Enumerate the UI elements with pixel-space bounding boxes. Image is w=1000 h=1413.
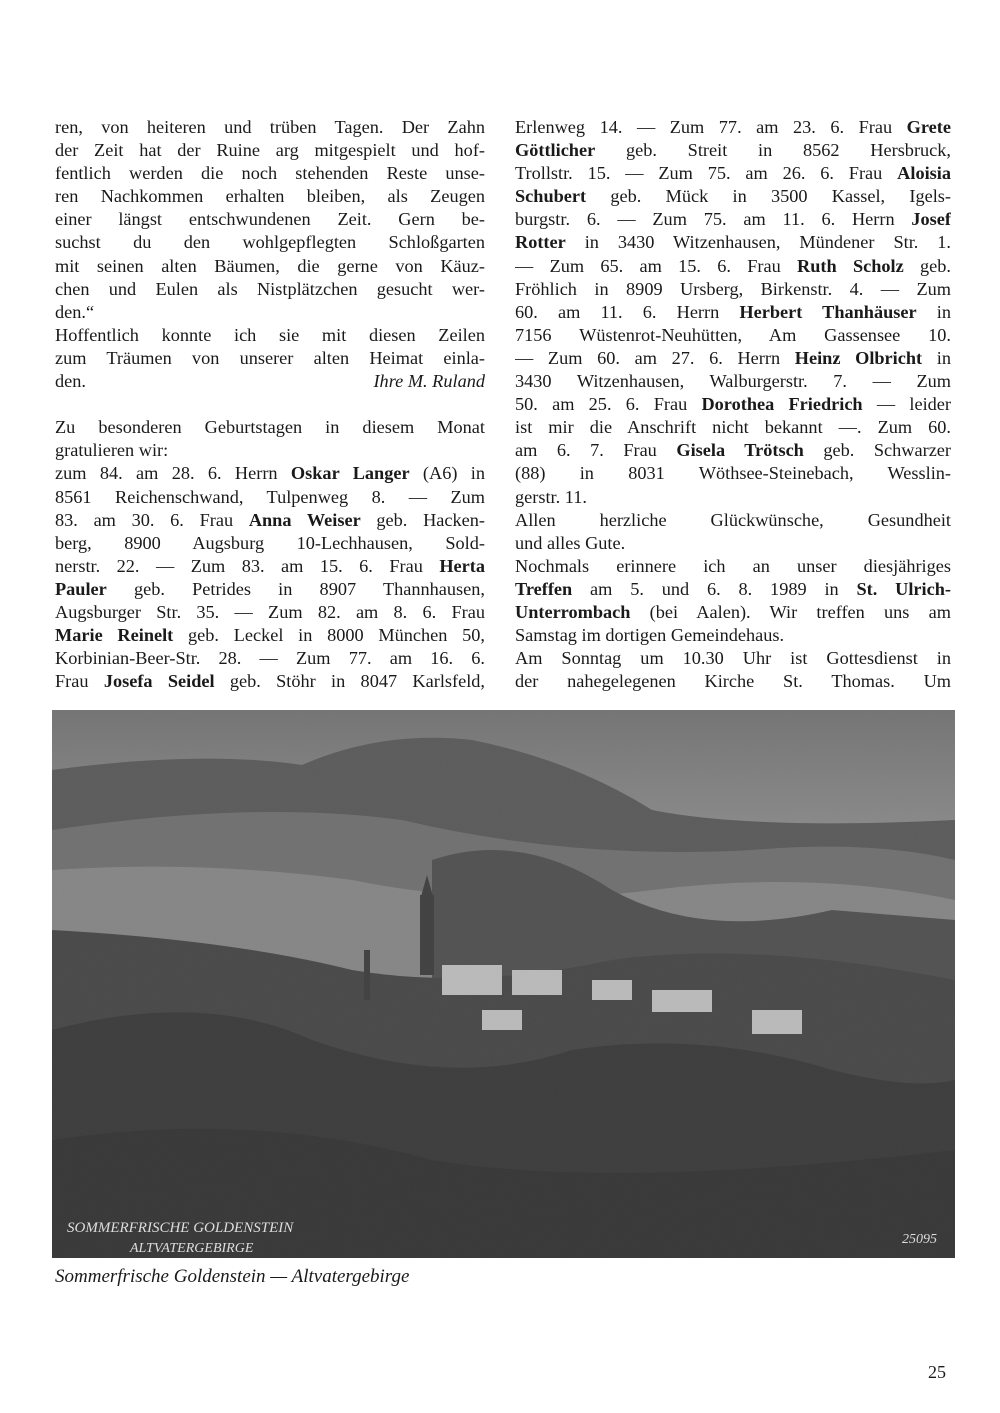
text-segment: Trollstr. 15. — Zum 75. am 26. 6. Frau: [515, 163, 898, 184]
text-line: [515, 347, 951, 370]
text-line: [55, 578, 485, 601]
text-line: [55, 509, 485, 532]
text-segment: fentlich werden die noch stehenden Reste unse-: [55, 163, 485, 184]
text-segment: zum 84. am 28. 6. Herrn: [55, 463, 291, 484]
text-segment: geb. Mück in 3500 Kassel, Igels-: [586, 186, 951, 207]
signature: Ihre M. Ruland: [373, 371, 485, 392]
bold-name: Aloisia: [897, 163, 951, 184]
text-line: [55, 278, 485, 301]
text-segment: — Zum 65. am 15. 6. Frau: [515, 255, 798, 276]
text-segment: zum Träumen von unserer alten Heimat einla-: [55, 347, 485, 368]
photo-overlay-title: SOMMERFRISCHE GOLDENSTEIN: [67, 1220, 294, 1236]
text-line: [515, 624, 951, 647]
text-line: [515, 393, 951, 416]
text-line: [55, 624, 485, 647]
text-line: [55, 301, 485, 324]
bold-name: St. Ulrich-: [856, 578, 951, 599]
text-line: [515, 670, 951, 693]
text-line: [55, 532, 485, 555]
text-segment: nerstr. 22. — Zum 83. am 15. 6. Frau: [55, 555, 440, 576]
text-line: [515, 231, 951, 254]
text-line: [515, 301, 951, 324]
text-line: [55, 462, 485, 485]
left-column: [55, 116, 485, 693]
text-line: [55, 208, 485, 231]
text-segment: Hoffentlich konnte ich sie mit diesen Zeilen: [55, 324, 485, 345]
text-segment: den.: [55, 371, 86, 392]
text-segment: in: [922, 347, 951, 368]
text-segment: in 3430 Witzenhausen, Mündener Str. 1.: [565, 232, 951, 253]
page-number: 25: [928, 1362, 946, 1382]
text-line: [515, 324, 951, 347]
text-line: [515, 185, 951, 208]
bold-name: Dorothea Friedrich: [701, 394, 863, 415]
landscape-photo: [52, 710, 955, 1258]
text-segment: burgstr. 6. — Zum 75. am 11. 6. Herrn: [515, 209, 912, 230]
text-line: [515, 208, 951, 231]
text-line: [515, 255, 951, 278]
text-segment: gratulieren wir:: [55, 440, 169, 461]
bold-name: Rotter: [515, 232, 566, 253]
text-line: [55, 647, 485, 670]
bold-name: Anna Weiser: [248, 509, 361, 530]
text-segment: Samstag im dortigen Gemeindehaus.: [515, 625, 785, 646]
bold-name: Marie Reinelt: [55, 625, 174, 646]
text-segment: — leider: [862, 394, 951, 415]
text-segment: Korbinian-Beer-Str. 28. — Zum 77. am 16. 6.: [55, 648, 485, 669]
text-segment: (A6) in: [409, 463, 485, 484]
text-segment: geb.: [903, 255, 951, 276]
text-segment: Fröhlich in 8909 Ursberg, Birkenstr. 4. — Zum: [515, 278, 951, 299]
text-segment: ist mir die Anschrift nicht bekannt —. Zum 60.: [515, 417, 951, 438]
photo-caption: Sommerfrische Goldenstein — Altvatergebirge: [55, 1266, 410, 1287]
text-segment: in: [916, 301, 951, 322]
text-line: [55, 370, 485, 393]
text-segment: Augsburger Str. 35. — Zum 82. am 8. 6. Frau: [55, 601, 485, 622]
text-line: [515, 416, 951, 439]
text-segment: 8561 Reichenschwand, Tulpenweg 8. — Zum: [55, 486, 485, 507]
text-line: [515, 578, 951, 601]
text-line: [515, 647, 951, 670]
text-line: [515, 278, 951, 301]
text-segment: den.“: [55, 301, 95, 322]
text-line: [55, 486, 485, 509]
text-line: [55, 255, 485, 278]
bold-name: Schubert: [515, 186, 587, 207]
text-segment: und alles Gute.: [515, 532, 626, 553]
text-segment: Nochmals erinnere ich an unser diesjähriges: [515, 555, 951, 576]
text-line: [55, 116, 485, 139]
bold-name: Göttlicher: [515, 140, 596, 161]
text-segment: geb. Schwarzer: [803, 440, 951, 461]
text-segment: mit seinen alten Bäumen, die gerne von Käuz-: [55, 255, 485, 276]
bold-name: Oskar Langer: [290, 463, 410, 484]
text-segment: ren, von heiteren und trüben Tagen. Der Zahn: [55, 117, 485, 137]
text-line: [515, 601, 951, 624]
blank-line: [55, 393, 485, 416]
photo-overlay-subtitle: ALTVATERGEBIRGE: [130, 1241, 254, 1256]
text-segment: der nahegelegenen Kirche St. Thomas. Um: [515, 671, 951, 692]
text-segment: am 6. 7. Frau: [515, 440, 677, 461]
bold-name: Unterrombach: [515, 601, 631, 622]
bold-name: Ruth Scholz: [797, 255, 904, 276]
text-segment: 60. am 11. 6. Herrn: [515, 301, 740, 322]
text-line: [515, 555, 951, 578]
text-segment: Zu besonderen Geburtstagen in diesem Monat: [55, 417, 485, 438]
text-line: [55, 555, 485, 578]
text-line: [515, 139, 951, 162]
text-segment: der Zeit hat der Ruine arg mitgespielt und hof-: [55, 140, 485, 161]
text-line: [55, 185, 485, 208]
text-line: [515, 462, 951, 485]
text-segment: geb. Streit in 8562 Hersbruck,: [595, 140, 951, 161]
photo-number: 25095: [902, 1232, 937, 1247]
bold-name: Josefa Seidel: [103, 671, 215, 692]
text-segment: 50. am 25. 6. Frau: [515, 394, 702, 415]
bold-name: Josef: [911, 209, 951, 230]
text-segment: am 5. und 6. 8. 1989 in: [572, 578, 857, 599]
text-segment: Frau: [55, 671, 104, 692]
text-line: [515, 439, 951, 462]
text-line: [55, 416, 485, 439]
text-segment: gerstr. 11.: [515, 486, 587, 507]
bold-name: Pauler: [55, 578, 107, 599]
text-segment: Am Sonntag um 10.30 Uhr ist Gottesdienst in: [515, 648, 951, 669]
text-line: [515, 486, 951, 509]
text-line: [55, 670, 485, 693]
text-line: [515, 509, 951, 532]
text-segment: Allen herzliche Glückwünsche, Gesundheit: [515, 509, 951, 530]
text-segment: suchst du den wohlgepflegten Schloßgarten: [55, 232, 485, 253]
bold-name: Gisela Trötsch: [676, 440, 804, 461]
text-segment: geb. Stöhr in 8047 Karlsfeld,: [214, 671, 485, 692]
text-line: [55, 162, 485, 185]
text-segment: berg, 8900 Augsburg 10-Lechhausen, Sold-: [55, 532, 485, 553]
text-segment: (88) in 8031 Wöthsee-Steinebach, Wesslin-: [515, 463, 951, 484]
text-segment: ren Nachkommen erhalten bleiben, als Zeugen: [55, 186, 485, 207]
text-segment: Erlenweg 14. — Zum 77. am 23. 6. Frau: [515, 117, 907, 137]
text-line: [55, 601, 485, 624]
text-segment: geb. Hacken-: [360, 509, 485, 530]
text-line: [55, 439, 485, 462]
text-line: [515, 370, 951, 393]
text-segment: 3430 Witzenhausen, Walburgerstr. 7. — Zum: [515, 371, 951, 392]
text-line: [55, 231, 485, 254]
bold-name: Herta: [439, 555, 485, 576]
text-segment: chen und Eulen als Nistplätzchen gesucht wer-: [55, 278, 485, 299]
text-line: [515, 162, 951, 185]
text-line: [515, 532, 951, 555]
text-segment: geb. Leckel in 8000 München 50,: [173, 625, 485, 646]
text-segment: — Zum 60. am 27. 6. Herrn: [515, 347, 795, 368]
text-line: [515, 116, 951, 139]
bold-name: Treffen: [515, 578, 573, 599]
text-segment: einer längst entschwundenen Zeit. Gern be-: [55, 209, 485, 230]
bold-name: Herbert Thanhäuser: [739, 301, 917, 322]
text-segment: 83. am 30. 6. Frau: [55, 509, 249, 530]
text-segment: geb. Petrides in 8907 Thannhausen,: [106, 578, 485, 599]
text-line: [55, 324, 485, 347]
right-column: [515, 116, 951, 693]
text-line: [55, 347, 485, 370]
text-line: [55, 139, 485, 162]
text-segment: (bei Aalen). Wir treffen uns am: [630, 601, 951, 622]
bold-name: Heinz Olbricht: [794, 347, 923, 368]
bold-name: Grete: [906, 117, 951, 137]
text-segment: 7156 Wüstenrot-Neuhütten, Am Gassensee 10.: [515, 324, 951, 345]
